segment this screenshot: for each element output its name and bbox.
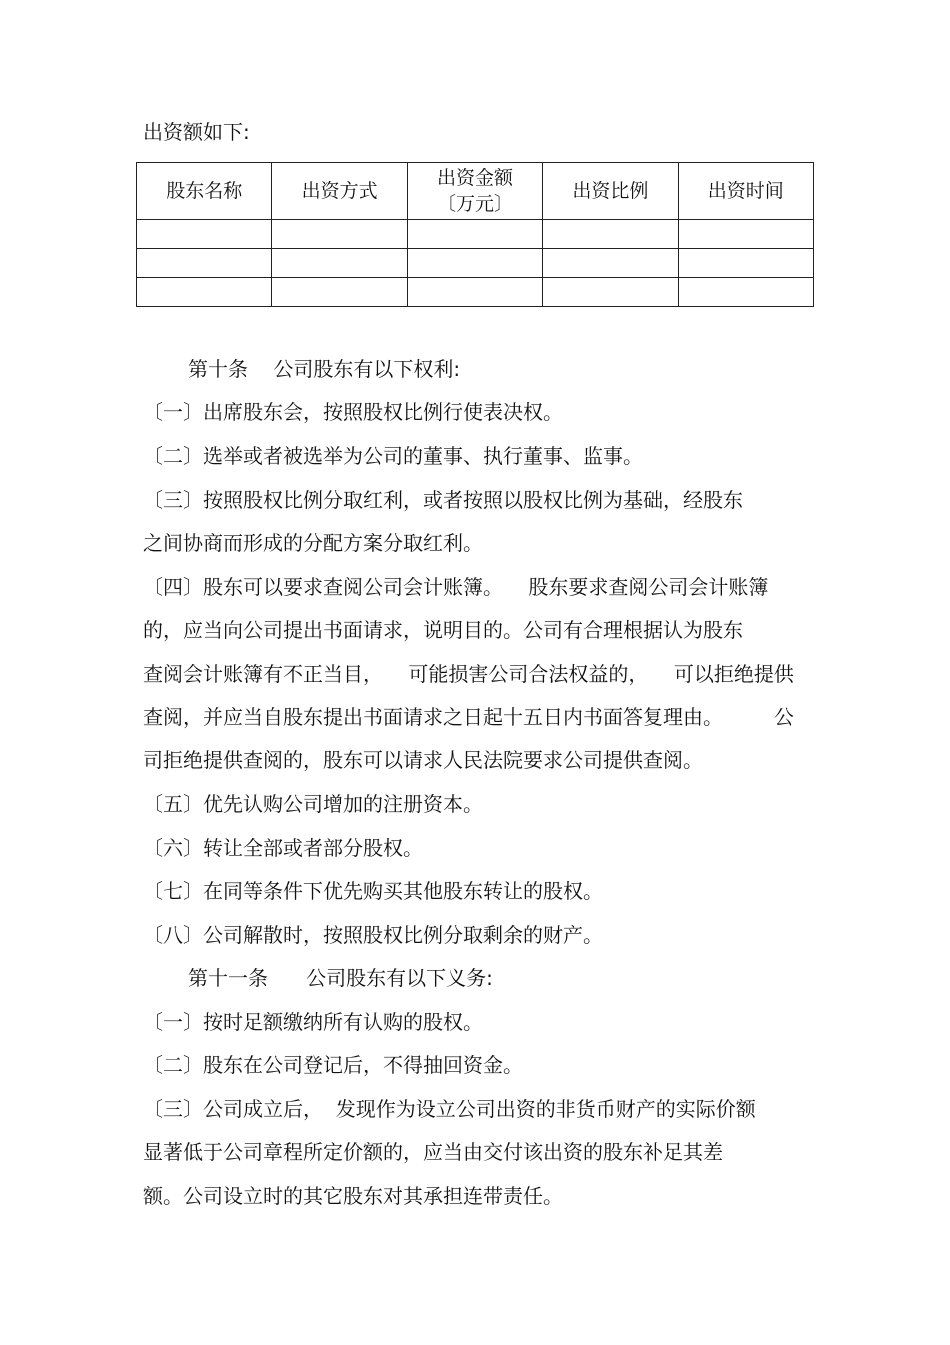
- duty-item-1: 〔一〕按时足额缴纳所有认购的股权。: [143, 1010, 483, 1034]
- table-cell: [407, 278, 542, 307]
- article-10-heading: 第十条 公司股东有以下权利:: [188, 357, 461, 381]
- right-item-7: 〔七〕在同等条件下优先购买其他股东转让的股权。: [143, 879, 603, 903]
- right-item-4-line-1: 〔四〕股东可以要求查阅公司会计账簿。 股东要求查阅公司会计账簿: [143, 575, 769, 599]
- right-item-8: 〔八〕公司解散时，按照股权比例分取剩余的财产。: [143, 923, 603, 947]
- header-contribution-method: 出资方式: [272, 163, 407, 220]
- table-cell: [678, 220, 813, 249]
- duty-item-3-line-3: 额。公司设立时的其它股东对其承担连带责任。: [143, 1184, 563, 1208]
- table-row: [137, 220, 814, 249]
- right-item-4-line-5: 司拒绝提供查阅的，股东可以请求人民法院要求公司提供查阅。: [143, 748, 703, 772]
- table-cell: [272, 249, 407, 278]
- header-amount-line2: 〔万元〕: [436, 193, 513, 215]
- table-cell: [543, 249, 678, 278]
- right-item-6: 〔六〕转让全部或者部分股权。: [143, 836, 423, 860]
- article-11-heading: 第十一条 公司股东有以下义务:: [188, 966, 493, 990]
- table-header-row: [137, 163, 814, 220]
- header-shareholder-name: 股东名称: [137, 163, 272, 220]
- duty-item-3-line-1: 〔三〕公司成立后， 发现作为设立公司出资的非货币财产的实际价额: [143, 1097, 756, 1121]
- right-item-2: 〔二〕选举或者被选举为公司的董事、执行董事、监事。: [143, 444, 643, 468]
- duty-item-3-line-2: 显著低于公司章程所定价额的，应当由交付该出资的股东补足其差: [143, 1140, 723, 1164]
- table-cell: [272, 220, 407, 249]
- right-item-4-line-4: 查阅，并应当自股东提出书面请求之日起十五日内书面答复理由。 公: [143, 705, 794, 729]
- table-cell: [543, 278, 678, 307]
- table-cell: [543, 220, 678, 249]
- header-contribution-amount: [407, 163, 542, 220]
- table-cell: [678, 278, 813, 307]
- table-cell: [678, 249, 813, 278]
- right-item-4-line-2: 的，应当向公司提出书面请求，说明目的。公司有合理根据认为股东: [143, 618, 743, 642]
- header-contribution-time: 出资时间: [678, 163, 813, 220]
- header-amount-line1: 出资金额: [436, 167, 513, 189]
- right-item-4-line-3: 查阅会计账簿有不正当目， 可能损害公司合法权益的， 可以拒绝提供: [143, 662, 794, 686]
- table-cell: [137, 278, 272, 307]
- duty-item-2: 〔二〕股东在公司登记后，不得抽回资金。: [143, 1053, 523, 1077]
- right-item-5: 〔五〕优先认购公司增加的注册资本。: [143, 792, 483, 816]
- table-cell: [137, 249, 272, 278]
- contribution-table: [136, 162, 814, 307]
- intro-text: 出资额如下:: [143, 120, 250, 144]
- table-row: [137, 278, 814, 307]
- table-row: [137, 249, 814, 278]
- right-item-1: 〔一〕出席股东会，按照股权比例行使表决权。: [143, 400, 563, 424]
- right-item-3-line-1: 〔三〕按照股权比例分取红利，或者按照以股权比例为基础，经股东: [143, 488, 743, 512]
- table-cell: [272, 278, 407, 307]
- table-cell: [407, 220, 542, 249]
- table-cell: [407, 249, 542, 278]
- header-contribution-ratio: 出资比例: [543, 163, 678, 220]
- table-cell: [137, 220, 272, 249]
- right-item-3-line-2: 之间协商而形成的分配方案分取红利。: [143, 531, 483, 555]
